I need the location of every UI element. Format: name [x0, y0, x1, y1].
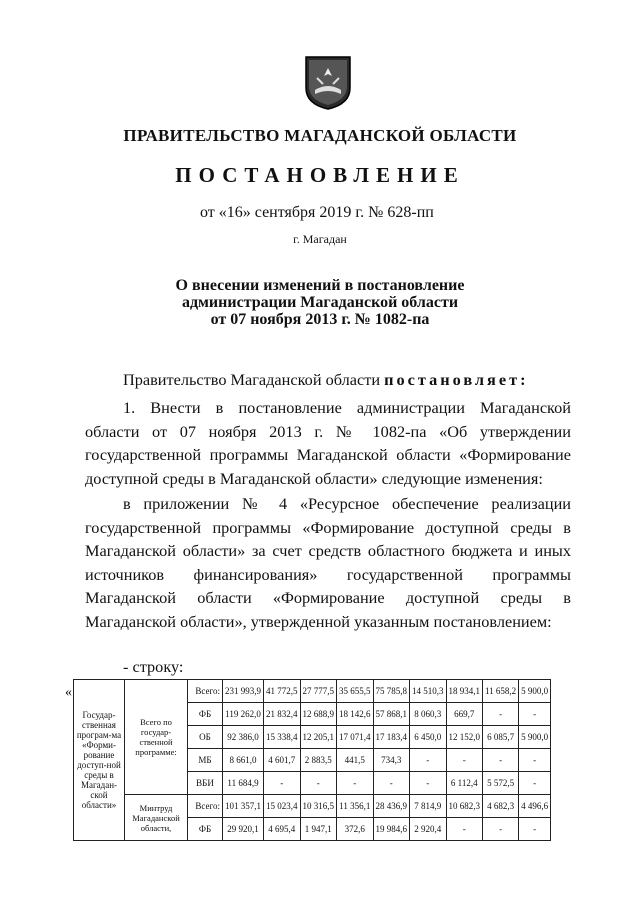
table-cell: -	[519, 772, 551, 795]
table-cell: -	[373, 772, 410, 795]
table-cell: 35 655,5	[337, 680, 374, 703]
table-cell: 18 142,6	[337, 703, 374, 726]
table-cell: 6 450,0	[410, 726, 447, 749]
table-cell: 7 814,9	[410, 795, 447, 818]
table-cell: 4 601,7	[264, 749, 301, 772]
table-cell: 734,3	[373, 749, 410, 772]
table-cell: -	[519, 703, 551, 726]
coat-of-arms-emblem	[303, 54, 353, 110]
total-label-cell: Всего по государ-ственной программе:	[125, 680, 188, 795]
table-cell: -	[519, 818, 551, 841]
row-label: МБ	[188, 749, 223, 772]
table-cell: 4 682,3	[483, 795, 519, 818]
row-label: Всего:	[188, 795, 223, 818]
paragraph-3: - строку:	[123, 657, 184, 676]
table-cell: 4 695,4	[264, 818, 301, 841]
table-cell: -	[446, 749, 483, 772]
table-cell: 15 338,4	[264, 726, 301, 749]
table-cell: 372,6	[337, 818, 374, 841]
subject-line-2: администрации Магаданской области	[181, 294, 459, 311]
table-cell: 1 947,1	[300, 818, 337, 841]
table-cell: -	[483, 749, 519, 772]
table-cell: 8 661,0	[223, 749, 264, 772]
table-cell: 92 386,0	[223, 726, 264, 749]
table-cell: 10 682,3	[446, 795, 483, 818]
table-cell: 5 572,5	[483, 772, 519, 795]
table-cell: 101 357,1	[223, 795, 264, 818]
paragraph-2: в приложении № 4 «Ресурсное обеспечение реализации государственной программы «Формирование доступной среды в Магаданской области» за счет средств областного бюджета и иных источников финансирования» государственной программы Магаданской области «Формирование доступной среды в Магаданской области», утвержденной указанным постановлением:	[85, 494, 571, 631]
paragraph-1: 1. Внести в постановление администрации Магаданской области от 07 ноября 2013 г. № 1082-па «Об утверждении государственной программы Магаданской области «Формирование доступной среды в Магаданской области» следующие изменения:	[85, 398, 571, 488]
program-name-cell: Государ-ственная програм-ма «Форми-рование доступ-ной среды в Магадан-ской области»	[74, 680, 125, 841]
table-cell: 15 023,4	[264, 795, 301, 818]
table-cell: 11 356,1	[337, 795, 374, 818]
government-title: ПРАВИТЕЛЬСТВО МАГАДАНСКОЙ ОБЛАСТИ	[123, 126, 517, 145]
table-cell: 2 883,5	[300, 749, 337, 772]
table-cell: 441,5	[337, 749, 374, 772]
resource-table	[73, 679, 551, 841]
table-cell: 57 868,1	[373, 703, 410, 726]
table-cell: 119 262,0	[223, 703, 264, 726]
table-cell: 11 684,9	[223, 772, 264, 795]
row-label: ВБИ	[188, 772, 223, 795]
table-cell: 21 832,4	[264, 703, 301, 726]
table-cell: 18 934,1	[446, 680, 483, 703]
table-cell: 6 085,7	[483, 726, 519, 749]
intro-resolves: постановляет:	[384, 370, 529, 389]
table-cell: 5 900,0	[519, 726, 551, 749]
table-cell: 28 436,9	[373, 795, 410, 818]
table-cell: 5 900,0	[519, 680, 551, 703]
table-cell: 41 772,5	[264, 680, 301, 703]
table-cell: 6 112,4	[446, 772, 483, 795]
row-label: Всего:	[188, 680, 223, 703]
table-cell: 669,7	[446, 703, 483, 726]
table-cell: 17 071,4	[337, 726, 374, 749]
table-cell: -	[410, 749, 447, 772]
table-cell: 231 993,9	[223, 680, 264, 703]
document-type: ПОСТАНОВЛЕНИЕ	[175, 163, 465, 187]
table-cell: 19 984,6	[373, 818, 410, 841]
table-cell: -	[483, 703, 519, 726]
table-cell: -	[519, 749, 551, 772]
decree-intro	[85, 368, 571, 392]
table-cell: 17 183,4	[373, 726, 410, 749]
table-cell: 12 688,9	[300, 703, 337, 726]
table-cell: -	[446, 818, 483, 841]
table-cell: 14 510,3	[410, 680, 447, 703]
table-cell: 29 920,1	[223, 818, 264, 841]
row-label: ФБ	[188, 818, 223, 841]
table-cell: 12 152,0	[446, 726, 483, 749]
subject-line-1: О внесении изменений в постановление	[175, 277, 465, 294]
table-cell: -	[264, 772, 301, 795]
table-cell: 10 316,5	[300, 795, 337, 818]
table-cell: -	[410, 772, 447, 795]
table-cell: 12 205,1	[300, 726, 337, 749]
decree-subject	[0, 277, 640, 328]
table-cell: 27 777,5	[300, 680, 337, 703]
table-cell: -	[300, 772, 337, 795]
subject-line-3: от 07 ноября 2013 г. № 1082-па	[210, 311, 430, 328]
intro-text: Правительство Магаданской области	[123, 370, 381, 389]
table-row	[74, 795, 551, 818]
row-label: ОБ	[188, 726, 223, 749]
city: г. Магадан	[293, 232, 347, 246]
table-cell: 8 060,3	[410, 703, 447, 726]
table-row	[74, 680, 551, 703]
table-cell: 2 920,4	[410, 818, 447, 841]
table-cell: 75 785,8	[373, 680, 410, 703]
decree-date-number: от «16» сентября 2019 г. № 628-пп	[200, 204, 434, 221]
table-cell: -	[337, 772, 374, 795]
row-label: ФБ	[188, 703, 223, 726]
ministry-label-cell: Минтруд Магаданской области,	[125, 795, 188, 841]
quote-mark: «	[65, 685, 72, 700]
table-cell: -	[483, 818, 519, 841]
table-cell: 4 496,6	[519, 795, 551, 818]
table-cell: 11 658,2	[483, 680, 519, 703]
